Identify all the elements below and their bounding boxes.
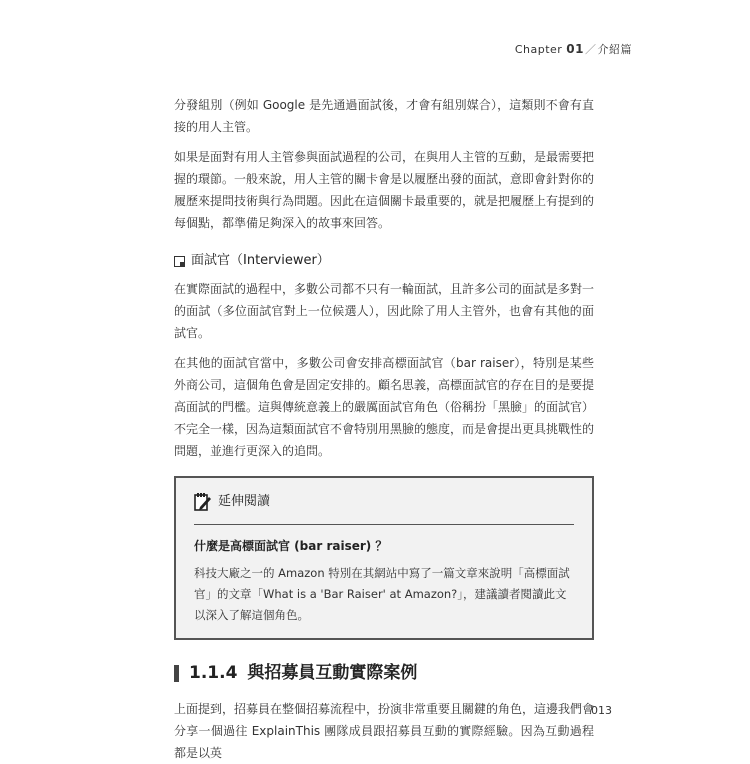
square-corner-icon <box>174 256 185 267</box>
subheading-interviewer <box>174 250 594 272</box>
page-content <box>174 94 594 764</box>
paragraph-4: 在其他的面試官當中，多數公司會安排高標面試官（bar raiser），特別是某些外商公司，這個角色會是固定安排的。顧名思義，高標面試官的存在目的是要提高面試的門檻。這與傳統意義上的嚴厲面試官角色（俗稱扮「黑臉」的面試官）不完全一樣，因為這類面試官不會特別用黑臉的態度，而是會提出更具挑戰性的問題，並進行更深入的追問。 <box>174 356 595 458</box>
paragraph-3: 在實際面試的過程中，多數公司都不只有一輪面試，且許多公司的面試是多對一的面試（多位面試官對上一位候選人），因此除了用人主管外，也會有其他的面試官。 <box>174 282 595 340</box>
paragraph-1: 分發組別（例如 Google 是先通過面試後，才會有組別媒合），這類則不會有直接的用人主管。 <box>174 98 594 134</box>
section-heading <box>174 660 594 686</box>
callout-header <box>194 488 574 516</box>
pencil-note-icon <box>194 492 212 512</box>
subheading-text: 面試官（Interviewer） <box>191 253 330 268</box>
callout-divider <box>194 524 574 525</box>
paragraph-2: 如果是面對有用人主管參與面試過程的公司，在與用人主管的互動，是最需要把握的環節。一般來說，用人主管的關卡會是以履歷出發的面試，意即會針對你的履歷來提問技術與行為問題。因此在這個關卡最重要的，就是把履歷上有提到的每個點，都準備足夠深入的故事來回答。 <box>174 150 595 230</box>
page-number: 013 <box>591 704 612 717</box>
paragraph-5: 上面提到，招募員在整個招募流程中，扮演非常重要且關鍵的角色，這邊我們會分享一個過往 ExplainThis 團隊成員跟招募員互動的實際經驗。因為互動過程都是以英 <box>174 702 595 760</box>
section-title: 與招募員互動實際案例 <box>247 663 418 683</box>
further-reading-callout <box>174 476 594 640</box>
callout-body: 科技大廠之一的 Amazon 特別在其網站中寫了一篇文章來說明「高標面試官」的文章「What is a 'Bar Raiser' at Amazon?」，建議讀者閱讀此文以深入了解這個角色。 <box>194 566 570 622</box>
chapter-header <box>515 41 632 57</box>
section-number: 1.1.4 <box>189 663 238 683</box>
callout-question: 什麼是高標面試官 (bar raiser) ？ <box>194 539 388 553</box>
section-bar-icon <box>174 665 179 682</box>
chapter-number: 01 <box>566 42 584 56</box>
callout-title: 延伸閱讀 <box>218 494 271 509</box>
chapter-title: 介紹篇 <box>597 43 632 56</box>
chapter-word: Chapter <box>514 43 563 56</box>
chapter-separator: ／ <box>585 43 597 56</box>
